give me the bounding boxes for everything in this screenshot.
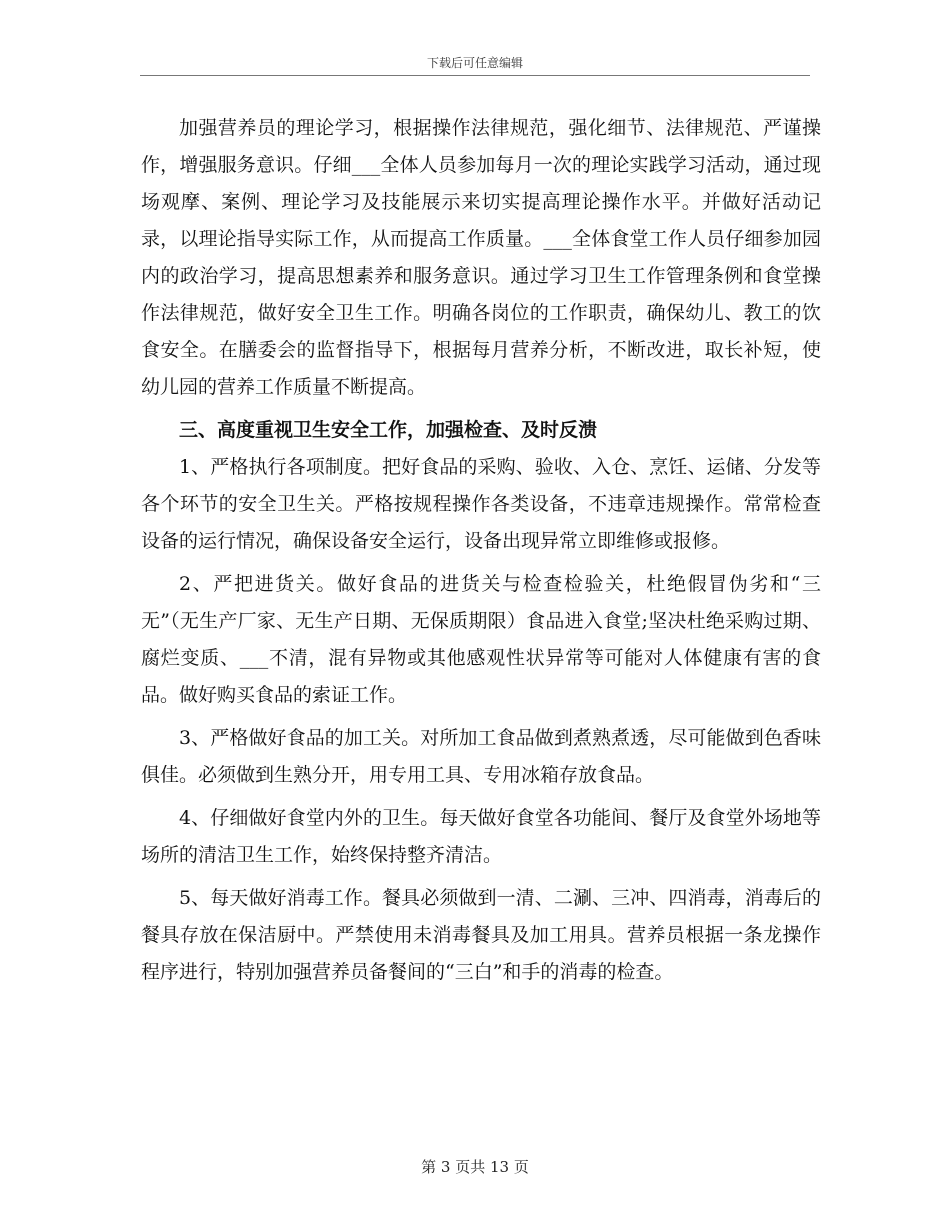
document-body	[141, 110, 821, 997]
page-header: 下载后可任意编辑	[426, 56, 523, 70]
list-item-1: 1、严格执行各项制度。把好食品的采购、验收、入仓、烹饪、运储、分发等各个环节的安全卫生关。严格按规程操作各类设备，不违章违规操作。常常检查设备的运行情况，确保设备安全运行，设备出现异常立即维修或报修。	[141, 456, 821, 552]
section-heading-3: 三、高度重视卫生安全工作，加强检查、及时反溃	[179, 419, 598, 441]
list-item-4: 4、仔细做好食堂内外的卫生。每天做好食堂各功能间、餐厅及食堂外场地等场所的清洁卫生工作，始终保持整齐清洁。	[141, 807, 821, 866]
list-item-5: 5、每天做好消毒工作。餐具必须做到一清、二涮、三冲、四消毒，消毒后的餐具存放在保洁厨中。严禁使用未消毒餐具及加工用具。营养员根据一条龙操作程序进行，特别加强营养员备餐间的“三白”和手的消毒的检查。	[141, 887, 821, 983]
list-item-3: 3、严格做好食品的加工关。对所加工食品做到煮熟煮透，尽可能做到色香味俱佳。必须做到生熟分开，用专用工具、专用冰箱存放食品。	[141, 727, 821, 786]
page-number: 第 3 页共 13 页	[421, 1158, 529, 1176]
list-item-2: 2、严把进货关。做好食品的进货关与检查检验关，杜绝假冒伪劣和“三无”（无生产厂家、无生产日期、无保质期限）食品进入食堂;坚决杜绝采购过期、腐烂变质、___不清，混有异物或其他感观性状异常等可能对人体健康有害的食品。做好购买食品的索证工作。	[141, 573, 821, 706]
paragraph-training: 加强营养员的理论学习，根据操作法律规范，强化细节、法律规范、严谨操作，增强服务意识。仔细___全体人员参加每月一次的理论实践学习活动，通过现场观摩、案例、理论学习及技能展示来切实提高理论操作水平。并做好活动记录，以理论指导实际工作，从而提高工作质量。___全体食堂工作人员仔细参加园内的政治学习，提高思想素养和服务意识。通过学习卫生工作管理条例和食堂操作法律规范，做好安全卫生工作。明确各岗位的工作职责，确保幼儿、教工的饮食安全。在膳委会的监督指导下，根据每月营养分析，不断改进，取长补短，使幼儿园的营养工作质量不断提高。	[141, 117, 821, 398]
header-divider	[140, 75, 810, 76]
